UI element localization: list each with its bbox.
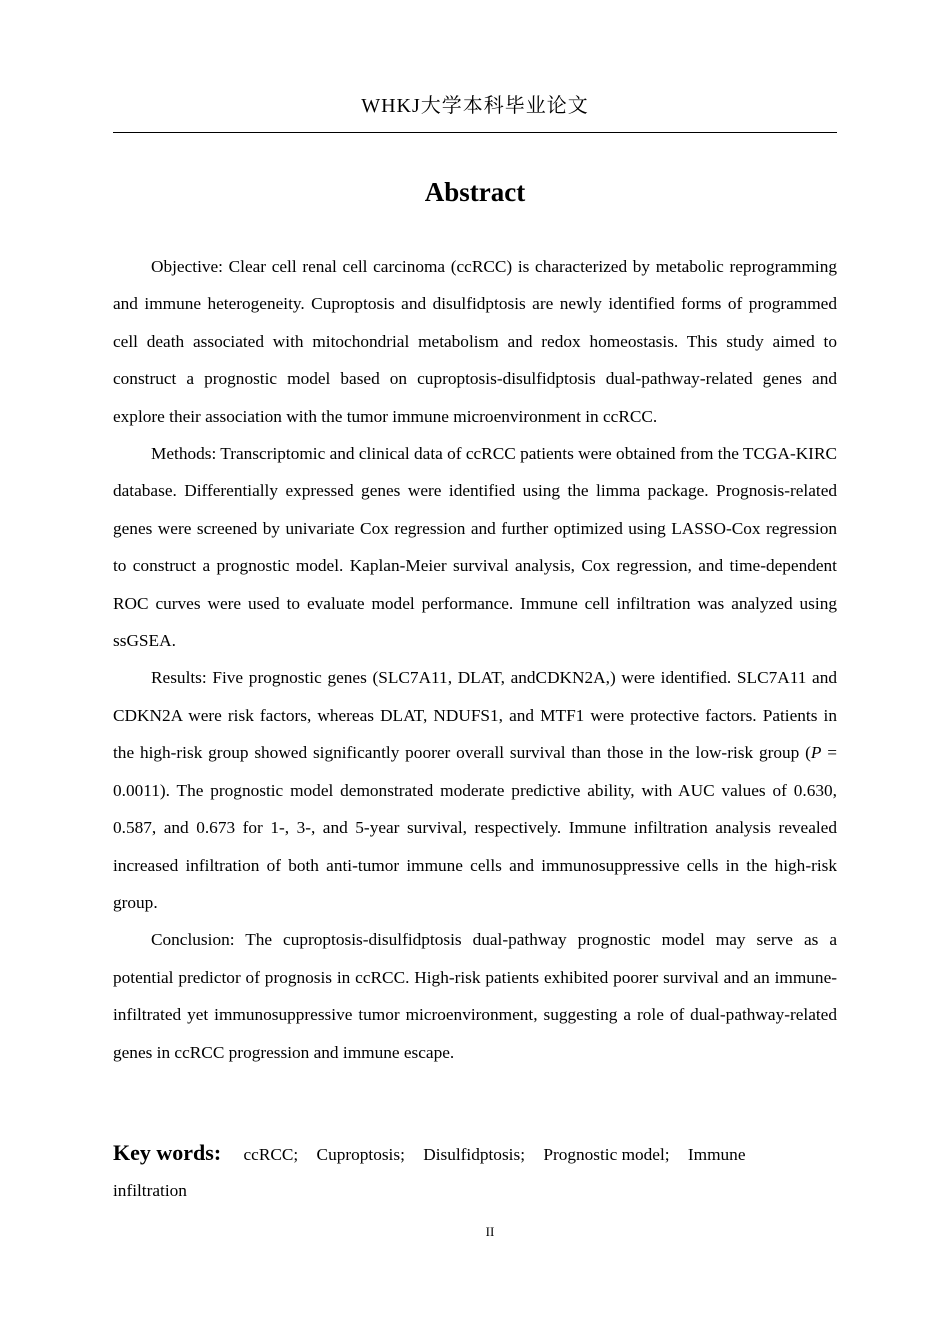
results-text-1: Results: Five prognostic genes (SLC7A11, DLAT, andCDKN2A,) were identified. SLC7A11 and CDKN2A were risk factors, whereas DLAT, NDUFS1, and MTF1 were protective factors. Patients in the high-risk group showed significantly poorer overall survival than those in the low-risk group (: [113, 668, 837, 763]
conclusion-paragraph: Conclusion: The cuproptosis-disulfidptosis dual-pathway prognostic model may serve as a potential predictor of prognosis in ccRCC. High-risk patients exhibited poorer survival and an immune-infiltrated yet immunosuppressive tumor microenvironment, suggesting a role of dual-pathway-related genes in ccRCC progression and immune escape.: [113, 930, 837, 1062]
objective-paragraph: Objective: Clear cell renal cell carcinoma (ccRCC) is characterized by metabolic reprogramming and immune heterogeneity. Cuproptosis and disulfidptosis are newly identified forms of programmed cell death associated with mitochondrial metabolism and redox homeostasis. This study aimed to construct a prognostic model based on cuproptosis-disulfidptosis dual-pathway-related genes and explore their association with the tumor immune microenvironment in ccRCC.: [113, 257, 837, 426]
keyword-item: Prognostic model;: [543, 1145, 670, 1164]
results-paragraph: [113, 659, 837, 921]
keywords-label: Key words:: [113, 1140, 222, 1165]
methods-paragraph: Methods: Transcriptomic and clinical data of ccRCC patients were obtained from the TCGA-KIRC database. Differentially expressed genes were identified using the limma package. Prognosis-related genes were screened by univariate Cox regression and further optimized using LASSO-Cox regression to construct a prognostic model. Kaplan-Meier survival analysis, Cox regression, and time-dependent ROC curves were used to evaluate model performance. Immune cell infiltration was analyzed using ssGSEA.: [113, 444, 837, 651]
keyword-item: ccRCC;: [243, 1145, 299, 1164]
header-rule: [113, 132, 837, 133]
results-text-2: = 0.0011). The prognostic model demonstrated moderate predictive ability, with AUC values of 0.630, 0.587, and 0.673 for 1-, 3-, and 5-year survival, respectively. Immune infiltration analysis revealed increased infiltration of both anti-tumor immune cells and immunosuppressive cells in the high-risk group.: [113, 743, 837, 912]
page-number: II: [485, 1224, 495, 1239]
keyword-item: Cuproptosis;: [316, 1145, 405, 1164]
p-value-symbol: P: [810, 743, 822, 763]
keyword-item: Immune infiltration: [113, 1145, 746, 1200]
running-header: WHKJ大学本科毕业论文: [361, 95, 589, 117]
keywords-section: [113, 1135, 837, 1209]
keyword-item: Disulfidptosis;: [423, 1145, 525, 1164]
page-title: Abstract: [424, 177, 526, 207]
abstract-body: [113, 248, 837, 1071]
